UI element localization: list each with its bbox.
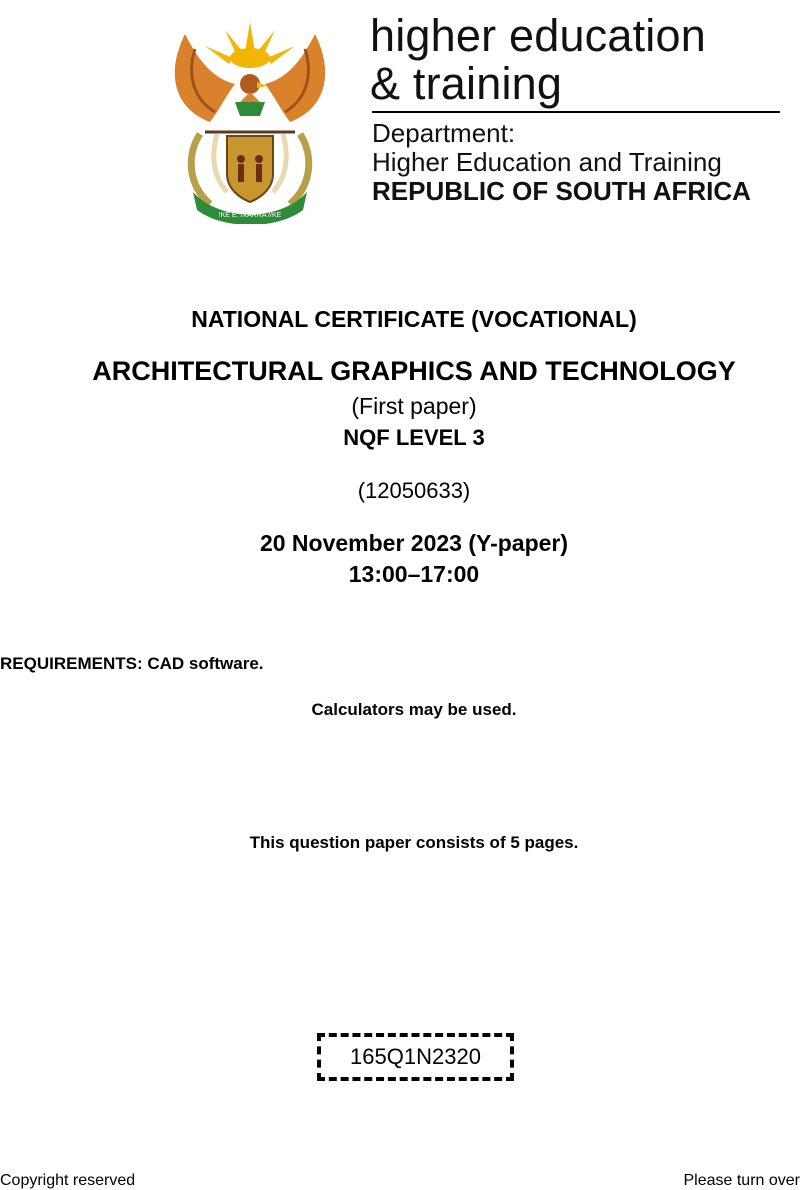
paper-code-box — [317, 1033, 514, 1081]
footer-turn-over: Please turn over — [683, 1172, 800, 1189]
page-count-note: This question paper consists of 5 pages. — [249, 833, 579, 852]
certificate-title: NATIONAL CERTIFICATE (VOCATIONAL) — [191, 306, 637, 332]
footer-copyright: Copyright reserved — [0, 1172, 136, 1189]
motto-text: !KE E: /XARRA //KE — [218, 212, 282, 219]
right-wing — [265, 34, 325, 122]
department-block — [372, 119, 722, 177]
coat-of-arms-emblem — [165, 14, 335, 224]
brand-line-2: & training — [370, 58, 563, 109]
subject-code: (12050633) — [357, 478, 471, 503]
country-name: REPUBLIC OF SOUTH AFRICA — [372, 176, 751, 206]
left-wing — [175, 34, 235, 122]
paper-number: (First paper) — [351, 393, 477, 419]
department-label: Department: — [372, 118, 516, 148]
requirements-text: REQUIREMENTS: CAD software. — [0, 654, 264, 673]
brand-line-1: higher education — [370, 10, 706, 61]
department-name: Higher Education and Training — [372, 147, 722, 177]
brand-divider — [372, 111, 780, 113]
calculators-note: Calculators may be used. — [311, 700, 517, 719]
shield — [227, 136, 273, 202]
nqf-level: NQF LEVEL 3 — [343, 425, 485, 450]
subject-title: ARCHITECTURAL GRAPHICS AND TECHNOLOGY — [92, 356, 736, 386]
exam-date: 20 November 2023 (Y-paper) — [259, 530, 569, 556]
brand-title — [370, 12, 706, 108]
exam-time: 13:00–17:00 — [348, 561, 480, 587]
paper-code: 165Q1N2320 — [350, 1044, 481, 1069]
